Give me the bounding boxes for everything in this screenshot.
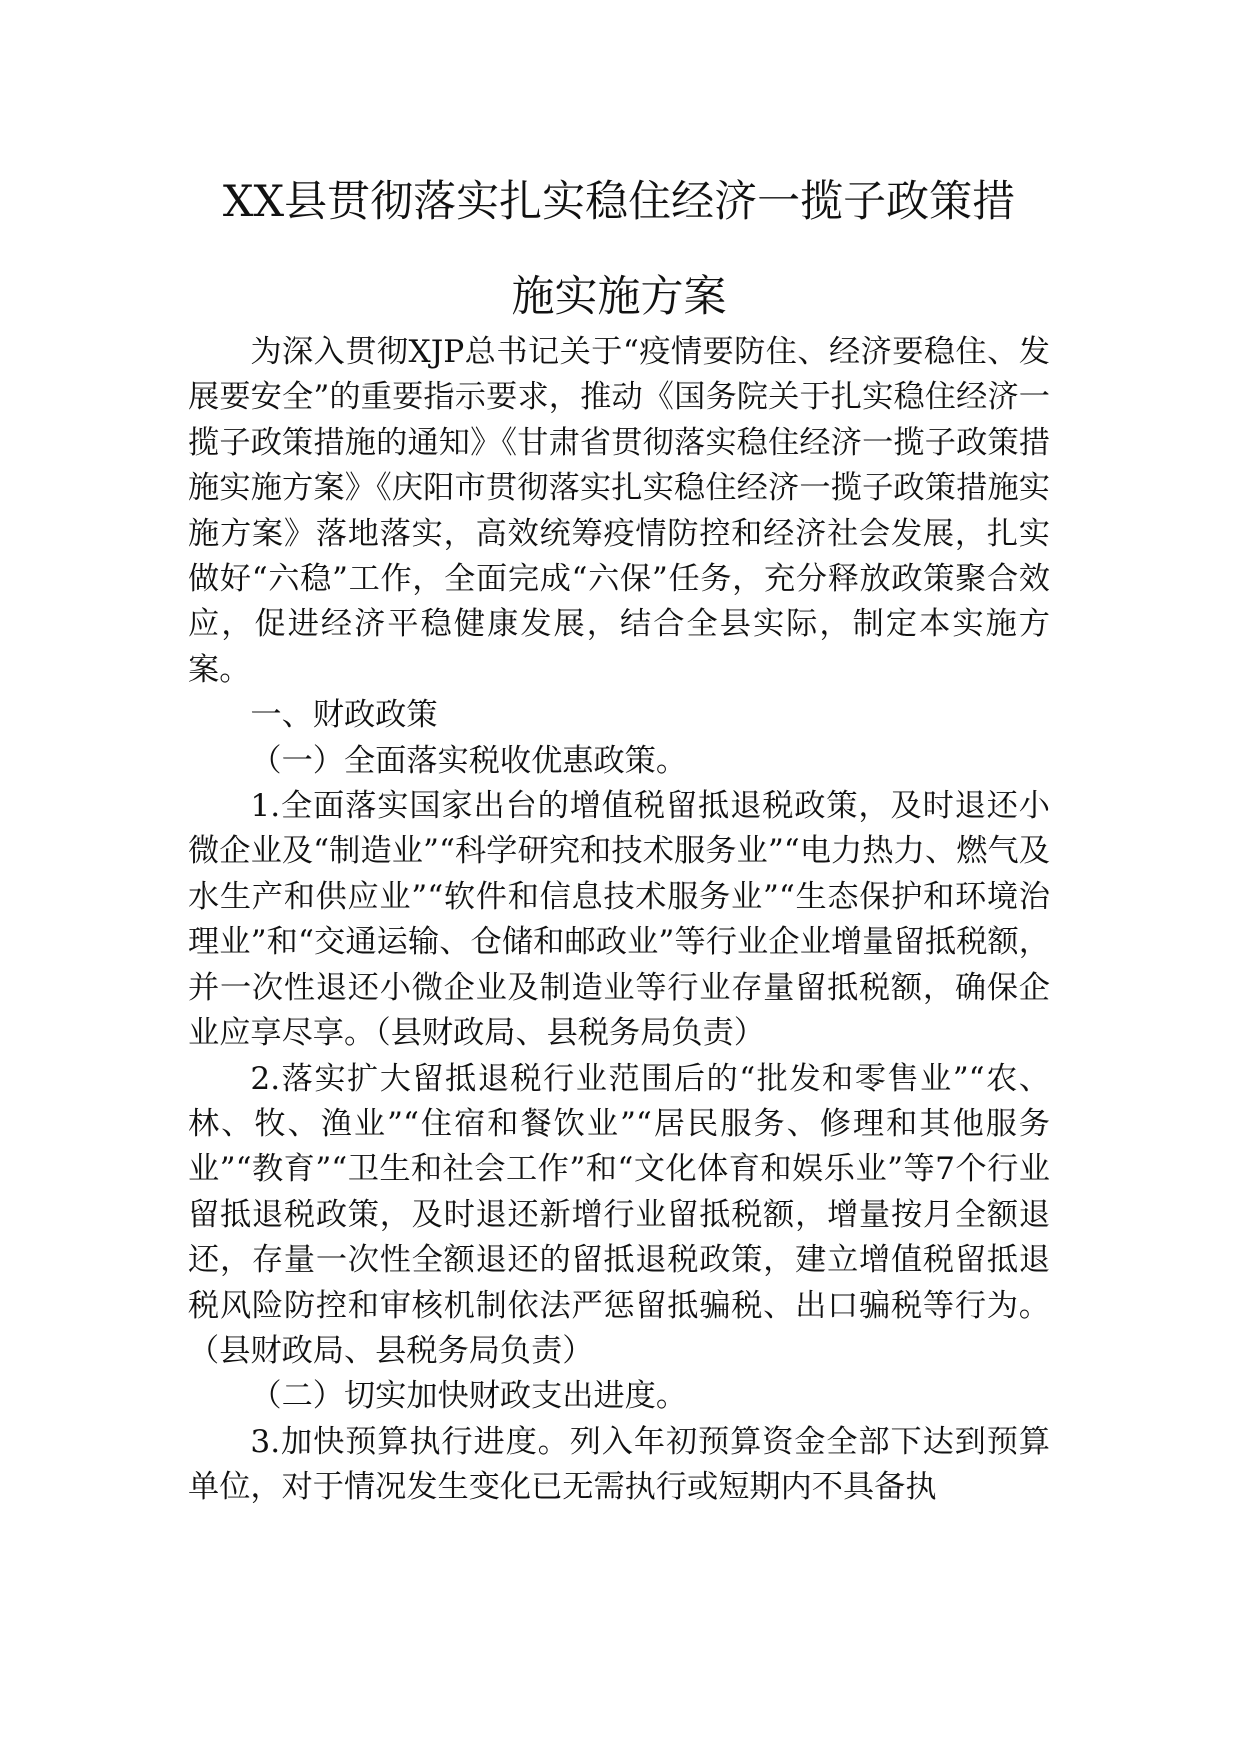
subsection-heading-tax-incentives: （一）全面落实税收优惠政策。 [250,742,688,779]
item-paragraph-3: 3.加快预算执行进度。列入年初预算资金全部下达到预算单位，对于情况发生变化已无需执行或短期内不具备执 [188,1423,1050,1506]
item-paragraph-2: 2.落实扩大留抵退税行业范围后的“批发和零售业”“农、林、牧、渔业”“住宿和餐饮业”“居民服务、修理和其他服务业”“教育”“卫生和社会工作”和“文化体育和娱乐业”等7个行业留抵退税政策，及时退还新增行业留抵税额，增量按月全额退还，存量一次性全额退还的留抵退税政策，建立增值税留抵退税风险防控和审核机制依法严惩留抵骗税、出口骗税等行为。（县财政局、县税务局负责） [188,1060,1050,1369]
section-heading-fiscal-policy: 一、财政政策 [250,697,438,734]
intro-paragraph: 为深入贯彻XJP总书记关于“疫情要防住、经济要稳住、发展要安全”的重要指示要求，推动《国务院关于扎实稳住经济一揽子政策措施的通知》《甘肃省贯彻落实稳住经济一揽子政策措施实施方案》《庆阳市贯彻落实扎实稳住经济一揽子政策措施实施方案》落地落实，高效统筹疫情防控和经济社会发展，扎实做好“六稳”工作，全面完成“六保”任务，充分释放政策聚合效应，促进经济平稳健康发展，结合全县实际，制定本实施方案。 [188,334,1050,688]
document-page [188,0,1050,1754]
document-body [188,330,1050,1511]
document-title-line1: XX县贯彻落实扎实稳住经济一揽子政策措 [222,177,1016,227]
document-title-line2: 施实施方案 [511,272,727,322]
subsection-heading-fiscal-spending: （二）切实加快财政支出进度。 [250,1378,688,1415]
item-paragraph-1: 1.全面落实国家出台的增值税留抵退税政策，及时退还小微企业及“制造业”“科学研究和技术服务业”“电力热力、燃气及水生产和供应业”“软件和信息技术服务业”“生态保护和环境治理业”和“交通运输、仓储和邮政业”等行业企业增量留抵税额，并一次性退还小微企业及制造业等行业存量留抵税额，确保企业应享尽享。（县财政局、县税务局负责） [188,788,1050,1052]
